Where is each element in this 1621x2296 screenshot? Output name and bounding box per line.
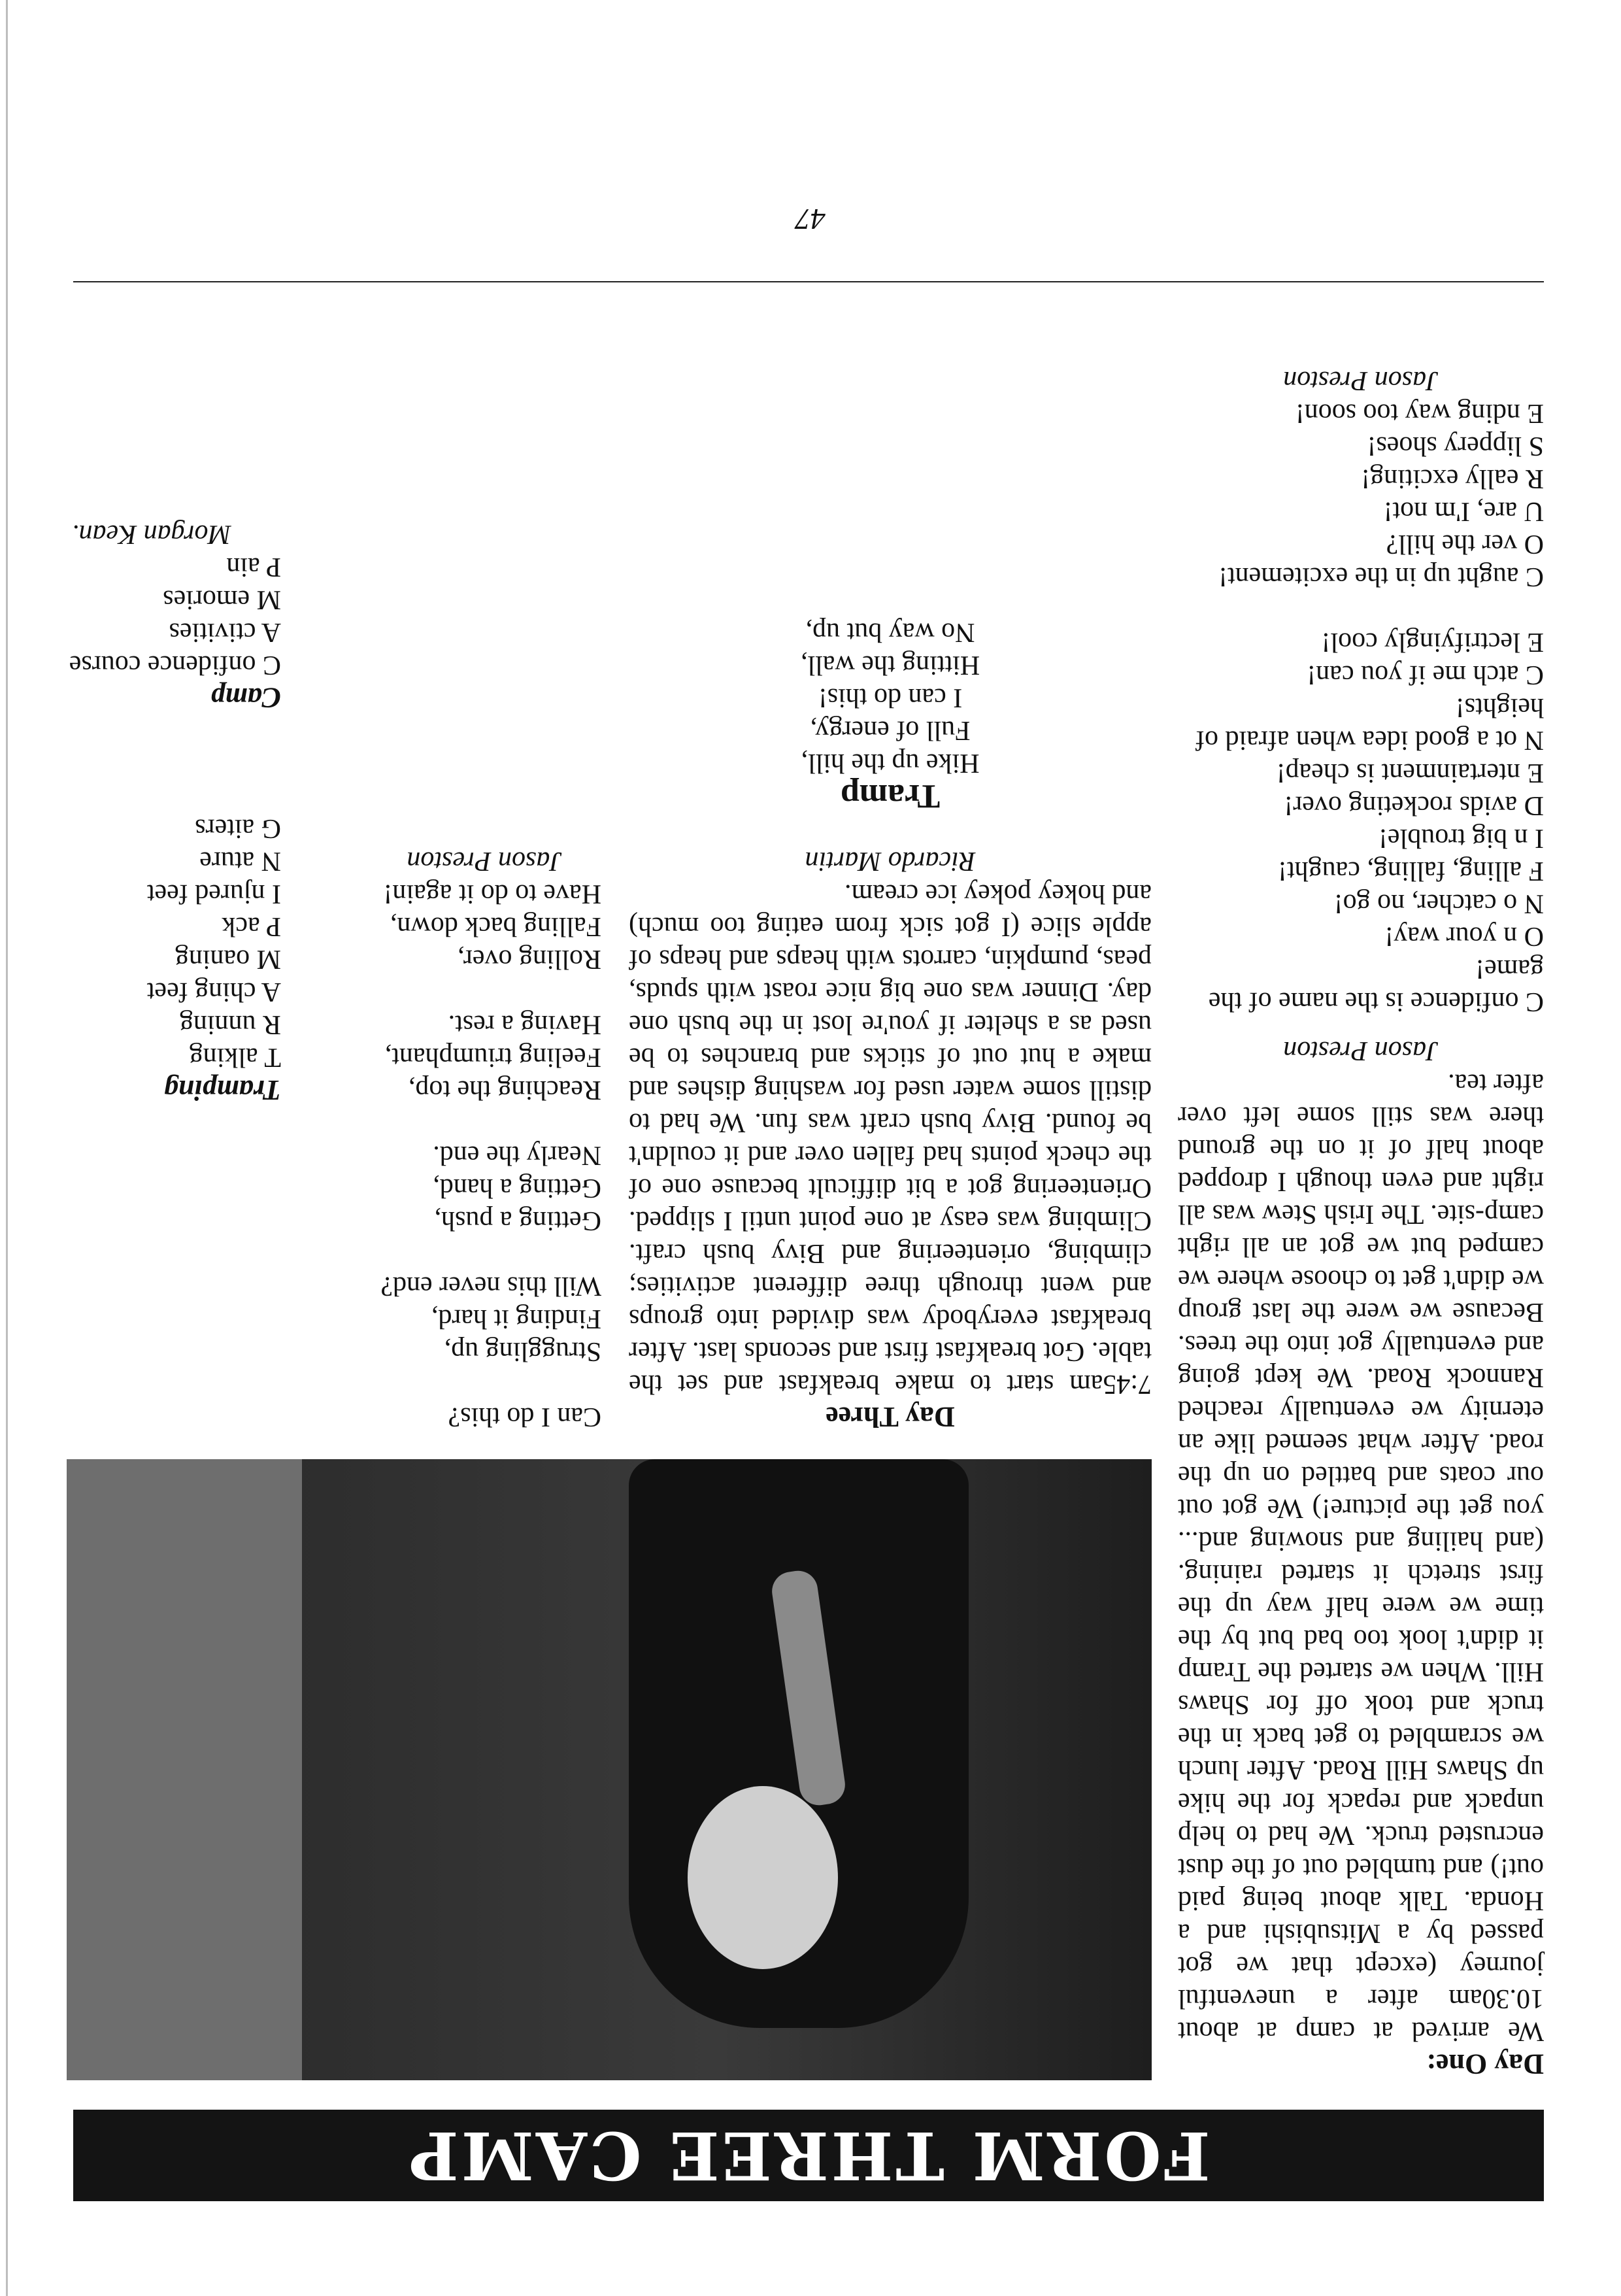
acrostic-line: I njured feet bbox=[146, 879, 281, 909]
poem-line: Getting a hand, bbox=[433, 1173, 601, 1203]
acrostic-line: C atch me if you can! bbox=[1307, 660, 1544, 690]
camp-photo bbox=[67, 1459, 1152, 2080]
poem-line: Having a rest. bbox=[448, 1009, 601, 1039]
acrostic-line: S lippery shoes! bbox=[1367, 431, 1544, 461]
poem-line: Struggling up, bbox=[444, 1336, 601, 1366]
column-acrostics bbox=[69, 518, 281, 1433]
poem-line: Hitting the wall, bbox=[800, 650, 980, 680]
column-day-one bbox=[1178, 364, 1544, 2080]
poem-line: Finding it hard, bbox=[431, 1304, 601, 1334]
day-one-author: Jason Preston bbox=[1283, 1036, 1439, 1066]
poem-line: Hike up the hill, bbox=[801, 748, 980, 778]
acrostic-line: C aught up in the excitement! bbox=[1218, 562, 1544, 592]
poem-line: Nearly the end. bbox=[433, 1140, 601, 1170]
scan-edge-line bbox=[6, 0, 8, 2296]
day-three-heading: Day Three bbox=[826, 1401, 955, 1433]
poem-line: Feeling triumphant, bbox=[384, 1042, 601, 1072]
poem-line: Will this never end? bbox=[380, 1271, 601, 1301]
tramping-heading: Tramping bbox=[163, 1074, 281, 1106]
acrostic-line: T alking bbox=[189, 1042, 281, 1072]
acrostic-line: F alling, falling, caught! bbox=[1277, 856, 1544, 886]
acrostic-line: N o catcher, no go! bbox=[1333, 888, 1544, 919]
acrostic-author: Jason Preston bbox=[1283, 365, 1439, 396]
acrostic-line: O ver the hill? bbox=[1386, 529, 1544, 559]
page-title: FORM THREE CAMP bbox=[73, 2110, 1544, 2201]
acrostic-line: R unning bbox=[179, 1009, 281, 1039]
day-three-author: Ricardo Martin bbox=[805, 846, 976, 876]
poem-author: Jason Preston bbox=[407, 846, 562, 876]
acrostic-line: A ctivities bbox=[169, 617, 281, 647]
acrostic-line: P ain bbox=[226, 552, 281, 582]
acrostic-line: M emories bbox=[163, 584, 281, 615]
acrostic-line: E ntertainment is cheap! bbox=[1276, 758, 1544, 788]
poem-line: Getting a push, bbox=[434, 1206, 601, 1236]
acrostic-line: O n your way! bbox=[1384, 921, 1544, 951]
column-day-three bbox=[629, 616, 1152, 1433]
acrostic-line: G aiters bbox=[195, 813, 281, 843]
person-face bbox=[688, 1786, 838, 1969]
footer-rule bbox=[73, 281, 1544, 282]
poem-line: Have to do it again! bbox=[383, 879, 601, 909]
acrostic-line: P ack bbox=[222, 911, 281, 941]
poem-line: Can I do this? bbox=[448, 1402, 601, 1432]
acrostic-line: N ot a good idea when afraid of heights! bbox=[1195, 692, 1544, 755]
acrostic-line: U are, I'm not! bbox=[1383, 496, 1544, 526]
acrostic-author: Morgan Kean. bbox=[72, 519, 231, 549]
acrostic-line: C onfidence is the name of the game! bbox=[1208, 954, 1544, 1017]
acrostic-line: A ching feet bbox=[146, 977, 281, 1007]
tramp-poem bbox=[629, 616, 1152, 779]
acrostic-line: R eally exciting! bbox=[1361, 464, 1544, 494]
acrostic-line: C onfidence course bbox=[69, 650, 281, 680]
acrostic-line: E lectrifyingly cool! bbox=[1321, 627, 1544, 657]
day-three-text: 7:45am start to make breakfast and set the table. Got breakfast first and seconds last. After breakfast everybody was divided into groups and went through three different activities; climbing, orienteering and Bivy bush craft. Climbing was easy at one point until I slipped. Orienteering got a bit difficult because one of the check points had fallen over and it couldn't be found. Bivy bush craft was fun. We had to distill some water used for washing dishes and make a hut out of sticks and branches to be used as a shelter if you're lost in the bush one day. Dinner was one big nice roast with spuds, peas, pumpkin, carrots with heaps and heaps of apple slice (I got sick from eating too much) and hokey pokey ice cream. bbox=[629, 879, 1152, 1399]
acrostic-confidence bbox=[1178, 626, 1544, 1018]
poem-line: Falling back down, bbox=[390, 911, 601, 941]
camp-heading: Camp bbox=[210, 682, 281, 714]
poem-line: No way but up, bbox=[805, 617, 975, 647]
poem-line: I can do this! bbox=[818, 683, 963, 713]
day-one-text: We arrived at camp at about 10.30am after a uneventful journey (except that we got passed by a Mitsubishi and a Honda. Talk about being paid out!) and tumbled out of the dust encrusted truck. We had to help unpack and repack for the hike up Shaws Hill Road. After lunch we scrambled to get back in the truck and took off for Shaws Hill. When we started the Tramp it didn't look too bad but by the time we were half way up the first stretch it started raining. (and hailing and snowing and... you get the picture!) We got out our coats and battled on up the road. After what seemed like an eternity we eventually reached Rannock Road. We kept going and eventually got into the trees. Because we were the last group we didn't get to choose where we camped but we got an all right camp-site. The Irish Stew was all right and even though I dropped about half of it on the ground there was still some left over after tea. bbox=[1178, 1068, 1544, 2046]
poem-line: Reaching the top, bbox=[408, 1075, 601, 1105]
tramp-heading: Tramp bbox=[840, 777, 941, 815]
page-number: 47 bbox=[795, 203, 826, 236]
acrostic-line: D avids rocketing over! bbox=[1284, 790, 1544, 820]
acrostic-course bbox=[1178, 397, 1544, 593]
poem-line: Rolling over, bbox=[458, 944, 601, 974]
acrostic-line: I n big trouble! bbox=[1378, 823, 1544, 853]
acrostic-line: E nding way too soon! bbox=[1295, 398, 1544, 428]
poem-line: Full of energy, bbox=[810, 715, 971, 745]
acrostic-line: N ature bbox=[199, 846, 281, 876]
column-poem bbox=[235, 845, 601, 1433]
day-one-heading: Day One: bbox=[1426, 2048, 1544, 2080]
acrostic-line: M oaning bbox=[175, 944, 281, 974]
